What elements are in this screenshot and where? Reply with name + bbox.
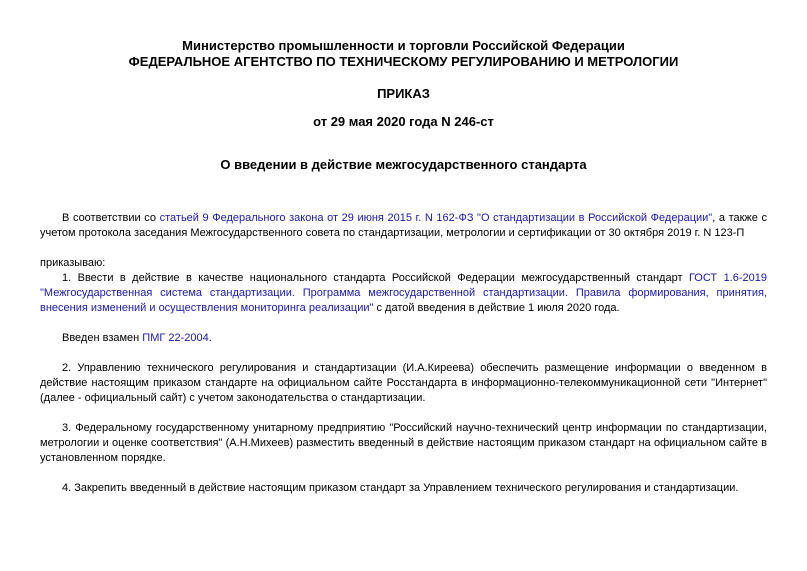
item-1-text-1: 1. Ввести в действие в качестве национального стандарта Российской Федерации межгосударственный стандарт: [62, 272, 689, 284]
pmg-link[interactable]: ПМГ 22-2004: [142, 332, 209, 344]
item-2-paragraph: 2. Управлению технического регулирования и стандартизации (И.А.Киреева) обеспечить размещение информации о введенном в действие настоящим приказом стандарте на официальном сайте Росстандарта в информационно-телекоммуникационной сети "Интернет" (далее - официальный сайт) с учетом законодательства о стандартизации.: [40, 362, 767, 404]
item-3-paragraph: 3. Федеральному государственному унитарному предприятию "Российский научно-технический центр информации по стандартизации, метрологии и оценке соответствия" (А.Н.Михеев) разместить введенный в действие настоящим приказом стандарт на официальном сайте в установленном порядке.: [40, 422, 767, 464]
item-4-paragraph: 4. Закрепить введенный в действие настоящим приказом стандарт за Управлением технического регулирования и стандартизации.: [62, 482, 739, 494]
document-subject: О введении в действие межгосударственного стандарта: [220, 157, 587, 172]
ministry-title: Министерство промышленности и торговли Российской Федерации: [182, 38, 625, 53]
document-type: ПРИКАЗ: [377, 86, 430, 101]
preamble-text-1: В соответствии со: [62, 212, 160, 224]
replaced-text-2: .: [208, 332, 212, 344]
order-word: приказываю:: [40, 257, 106, 269]
agency-title: ФЕДЕРАЛЬНОЕ АГЕНТСТВО ПО ТЕХНИЧЕСКОМУ РЕГУЛИРОВАНИЮ И МЕТРОЛОГИИ: [128, 54, 679, 69]
date-number: от 29 мая 2020 года N 246-ст: [313, 114, 494, 129]
item-1-paragraph: [40, 271, 767, 316]
gost-link[interactable]: ГОСТ 1.6-2019 "Межгосударственная система стандартизации. Программа межгосударственной стандартизации. Правила формирования, принятия, внесения изменений и осуществления мониторинга реализации": [40, 272, 767, 314]
replaced-paragraph: [40, 331, 767, 346]
federal-law-link[interactable]: статьей 9 Федерального закона от 29 июня 2015 г. N 162-ФЗ "О стандартизации в Российской Федерации": [159, 212, 713, 224]
replaced-text-1: Введен взамен: [62, 332, 143, 344]
preamble-text-2: , а также с учетом протокола заседания Межгосударственного совета по стандартизации, метрологии и сертификации от 30 октября 2019 г. N 123-П: [40, 212, 768, 239]
document-body: [40, 211, 767, 496]
item-1-text-2: с датой введения в действие 1 июля 2020 года.: [373, 302, 620, 314]
preamble-paragraph: [40, 211, 767, 241]
